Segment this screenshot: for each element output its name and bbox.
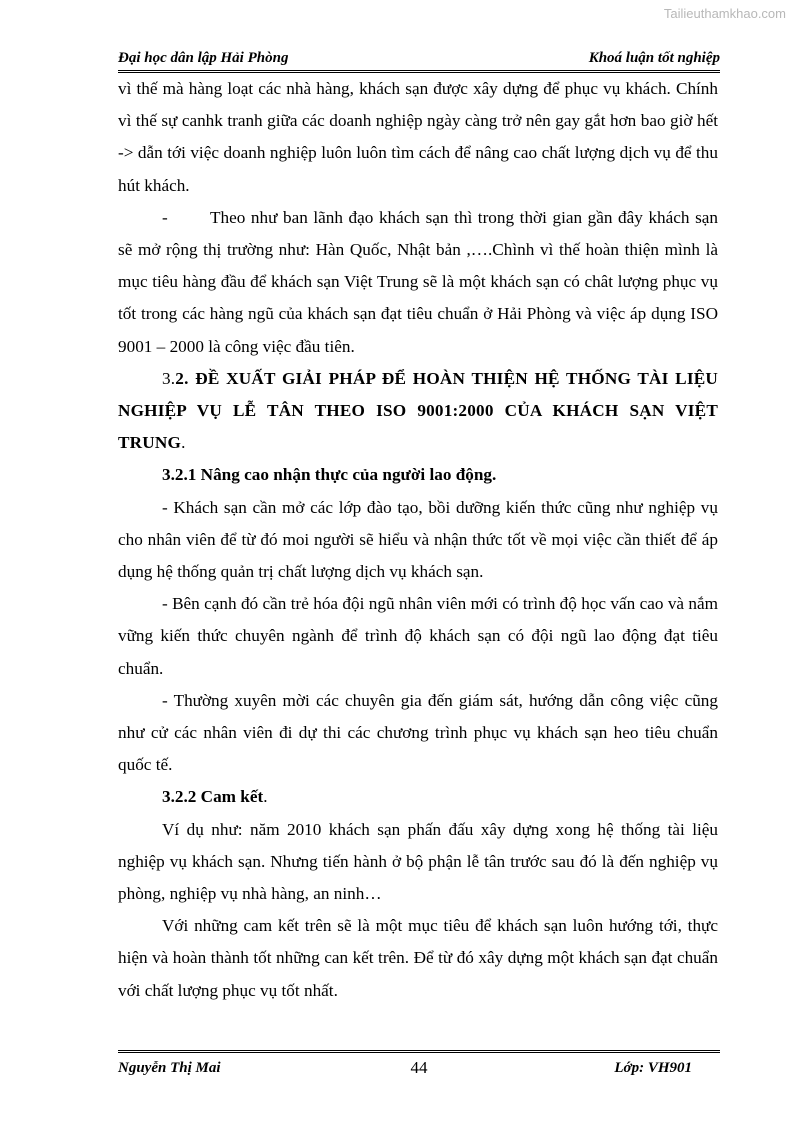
header-university: Đại học dân lập Hải Phòng — [118, 50, 289, 66]
section-heading-number: 3. — [162, 368, 176, 388]
page-footer — [118, 1050, 720, 1081]
paragraph-2-text: Theo như ban lãnh đạo khách sạn thì trong thời gian gần đây khách sạn sẽ mở rộng thị trường như: Hàn Quốc, Nhật bản ,….Chình vì thế hoàn thiện mình là mục tiêu hàng đầu để khách sạn Việt Trung sẽ là một khách sạn có chât lượng phục vụ tốt trong các hàng ngũ của khách sạn đạt tiêu chuẩn ở Hải Phòng và việc áp dụng ISO 9001 – 2000 là công việc đầu tiên. — [118, 207, 718, 356]
subsection-heading-2-period: . — [263, 787, 268, 807]
paragraph-7: Với những cam kết trên sẽ là một mục tiêu để khách sạn luôn hướng tới, thực hiện và hoàn thành tốt những can kết trên. Để từ đó xây dựng một khách sạn đạt chuẩn với chất lượng phục vụ tốt nhất. — [118, 916, 718, 1000]
page-header — [118, 48, 720, 73]
watermark: Tailieuthamkhao.com — [663, 6, 786, 21]
header-thesis-label: Khoá luận tốt nghiệp — [588, 50, 720, 66]
paragraph-6: Ví dụ như: năm 2010 khách sạn phấn đấu xây dựng xong hệ thống tài liệu nghiệp vụ khách sạn. Nhưng tiến hành ở bộ phận lễ tân trước sau đó là đến nghiệp vụ phòng, nghiệp vụ nhà hàng, an ninh… — [118, 819, 718, 904]
paragraph-2 — [118, 202, 718, 363]
page-content — [118, 73, 718, 1007]
footer-class: Lớp: VH901 — [614, 1060, 692, 1076]
paragraph-1: vì thế mà hàng loạt các nhà hàng, khách sạn được xây dựng để phục vụ khách. Chính vì thế sự canhk tranh giữa các doanh nghiệp ngày càng trở nên gay gắt hơn bao giờ hết -> dẫn tới việc doanh nghiệp luôn luôn tìm cách để nâng cao chất lượng dịch vụ để thu hút khách. — [118, 79, 718, 195]
section-heading-text: 2. ĐỀ XUẤT GIẢI PHÁP ĐỂ HOÀN THIỆN HỆ THỐNG TÀI LIỆU NGHIỆP VỤ LỄ TÂN THEO ISO 9001:2000 CỦA KHÁCH SẠN VIỆT TRUNG — [118, 368, 718, 453]
footer-author: Nguyễn Thị Mai — [118, 1060, 221, 1076]
paragraph-3: - Khách sạn cần mở các lớp đào tạo, bồi dưỡng kiến thức cũng như nghiệp vụ cho nhân viên để từ đó moi người sẽ hiểu và nhận thức tốt về mọi việc cần thiết để áp dụng hệ thống quản trị chất lượng dịch vụ khách sạn. — [118, 497, 718, 582]
section-heading — [118, 363, 718, 460]
paragraph-5: - Thường xuyên mời các chuyên gia đến giám sát, hướng dẫn công việc cũng như cử các nhân viên đi dự thi các chương trình phục vụ khách sạn heo tiêu chuẩn quốc tế. — [118, 690, 718, 775]
paragraph-2-dash: - — [162, 207, 168, 227]
paragraph-4: - Bên cạnh đó cần trẻ hóa đội ngũ nhân viên mới có trình độ học vấn cao và nắm vững kiến thức chuyên ngành để trình độ khách sạn có đội ngũ lao động đạt tiêu chuẩn. — [118, 594, 718, 678]
subsection-heading-2-text: 3.2.2 Cam kết — [162, 787, 264, 807]
section-heading-period: . — [181, 433, 186, 453]
page-number: 44 — [410, 1058, 428, 1077]
subsection-heading-2 — [118, 781, 718, 813]
subsection-heading-1: 3.2.1 Nâng cao nhận thực của người lao động. — [162, 465, 497, 485]
